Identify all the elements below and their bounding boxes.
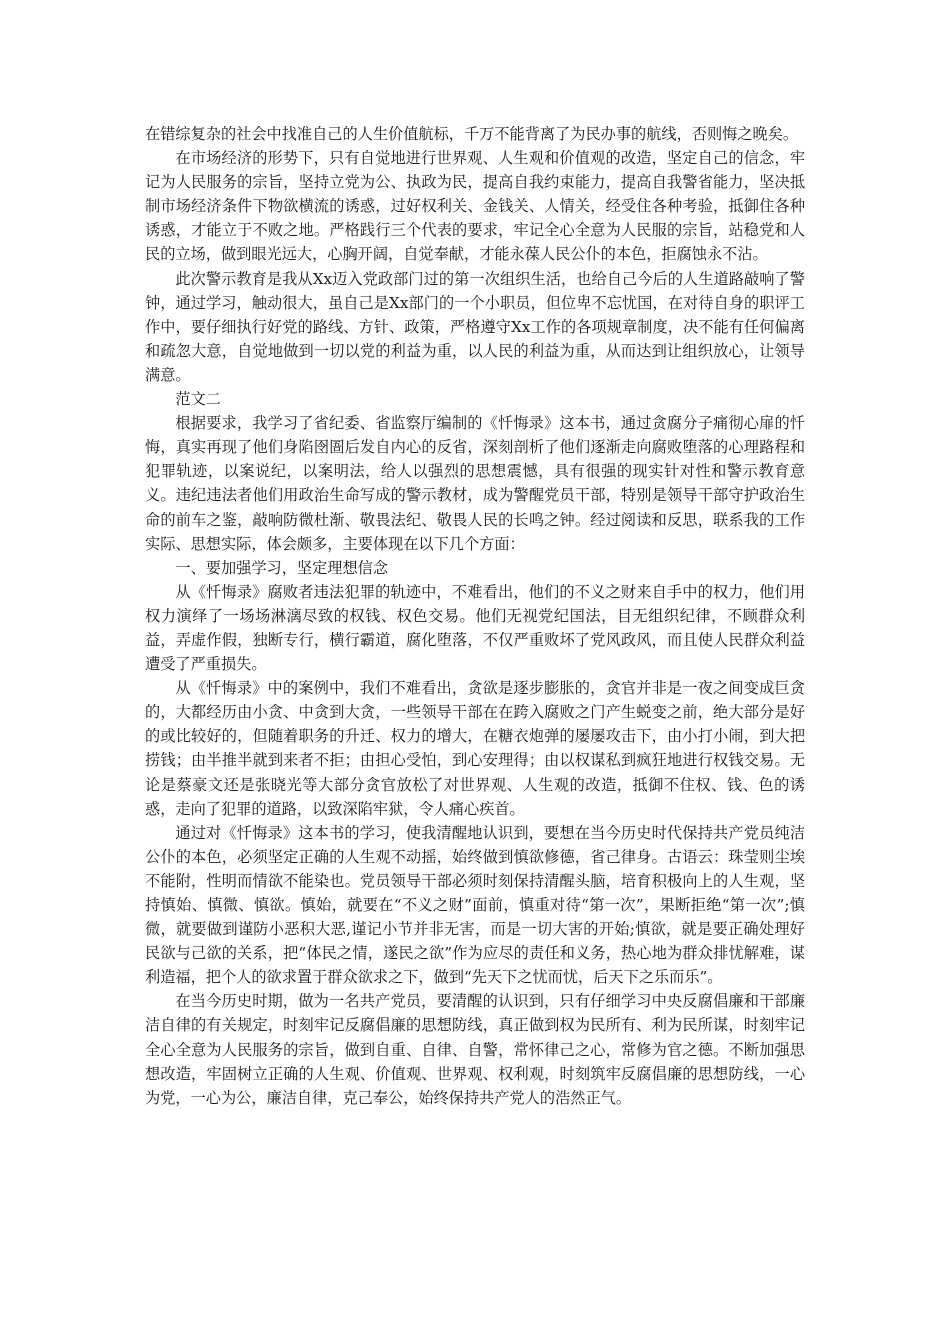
document-body [145,122,805,1110]
paragraph-continuation: 在错综复杂的社会中找准自己的人生价值航标，千万不能背离了为民办事的航线，否则悔之晚矣。 [145,125,799,143]
paragraph-greed-expansion: 从《忏悔录》中的案例中，我们不难看出，贪欲是逐步膨胀的，贪官并非是一夜之间变成巨贪的，大都经历由小贪、中贪到大贪，一些领导干部在在跨入腐败之门产生蜕变之前，绝大部分是好的或比较好的，但随着职务的升迁、权力的增大，在糖衣炮弹的屡屡攻击下，由小打小闹，到大把捞钱；由半推半就到来者不拒；由担心受怕，到心安理得；由以权谋私到疯狂地进行权钱交易。无论是蔡豪文还是张晓光等大部分贪官放松了对世界观、人生观的改造，抵御不住权、钱、色的诱惑，走向了犯罪的道路，以致深陷牢狱，令人痛心疾首。 [145,679,805,818]
paragraph-market-economy: 在市场经济的形势下，只有自觉地进行世界观、人生观和价值观的改造，坚定自己的信念，牢记为人民服务的宗旨，坚持立党为公、执政为民，提高自我约束能力，提高自我警省能力，坚决抵制市场经济条件下物欲横流的诱惑，过好权利关、金钱关、人情关，经受住各种考验，抵御住各种诱惑，才能立于不败之地。严格践行三个代表的要求，牢记全心全意为人民服的宗旨，站稳党和人民的立场，做到眼光远大，心胸开阔，自觉奉献，才能永葆人民公仆的本色，拒腐蚀永不沾。 [145,149,805,264]
subheading-strengthen-study: 一、要加强学习，坚定理想信念 [175,558,389,577]
paragraph-warning-education: 此次警示教育是我从Xx迈入党政部门过的第一次组织生活，也给自己今后的人生道路敲响了警钟，通过学习，触动很大，虽自己是Xx部门的一个小职员，但位卑不忘忧国，在对待自身的职评工作中，要仔细执行好党的路线、方针、政策，严格遵守Xx工作的各项规章制度，决不能有任何偏离和疏忽大意，自觉地做到一切以党的利益为重，以人民的利益为重，从而达到让组织放心，让领导满意。 [145,269,805,384]
section-heading-fanwen-2: 范文二 [175,390,221,409]
paragraph-corruption-trajectory: 从《忏悔录》腐败者违法犯罪的轨迹中，不难看出，他们的不义之财来自手中的权力，他们用权力演绎了一场场淋漓尽致的权钱、权色交易。他们无视党纪国法，目无组织纪律，不顾群众利益，弄虚作假，独断专行，横行霸道，腐化堕落，不仅严重败坏了党风政风，而且使人民群众利益遭受了严重损失。 [145,582,805,674]
paragraph-self-discipline: 通过对《忏悔录》这本书的学习，使我清醒地认识到，要想在当今历史时代保持共产党员纯洁公仆的本色，必须坚定正确的人生观不动摇，始终做到慎欲修德，省己律身。古语云：珠莹则尘埃不能附，性明而情欲不能染也。党员领导干部必须时刻保持清醒头脑，培育积极向上的人生观，坚持慎始、慎微、慎欲。慎始，就要在“不义之财”面前，慎重对待“第一次”，果断拒绝“第一次”;慎微，就要做到谨防小恶积大恶,谨记小节并非无害，而是一切大害的开始;慎欲，就是要正确处理好民欲与己欲的关系，把“体民之情，遂民之欲”作为应尽的责任和义务，热心地为群众排忧解难，谋利造福，把个人的欲求置于群众欲求之下，做到“先天下之忧而忧，后天下之乐而乐”。 [145,823,805,987]
paragraph-conclusion: 在当今历史时期，做为一名共产党员，要清醒的认识到，只有仔细学习中央反腐倡廉和干部廉洁自律的有关规定，时刻牢记反腐倡廉的思想防线，真正做到权为民所有、利为民所谋，时刻牢记全心全意为人民服务的宗旨，做到自重、自律、自警，常怀律己之心，常修为官之德。不断加强思想改造，牢固树立正确的人生观、价值观、世界观、权利观，时刻筑牢反腐倡廉的思想防线，一心为党，一心为公，廉洁自律，克己奉公，始终保持共产党人的浩然正气。 [145,992,805,1107]
paragraph-intro-confession-book: 根据要求，我学习了省纪委、省监察厅编制的《忏悔录》这本书，通过贪腐分子痛彻心扉的忏悔，真实再现了他们身陷囹圄后发自内心的反省，深刻剖析了他们逐渐走向腐败堕落的心理路程和犯罪轨迹，以案说纪，以案明法，给人以强烈的思想震憾，具有很强的现实针对性和警示教育意义。违纪违法者他们用政治生命写成的警示教材，成为警醒党员干部，特别是领导干部守护政治生命的前车之鉴，敲响防微杜渐、敬畏法纪、敬畏人民的长鸣之钟。经过阅读和反思，联系我的工作实际、思想实际，体会颇多，主要体现在以下几个方面： [145,414,805,553]
